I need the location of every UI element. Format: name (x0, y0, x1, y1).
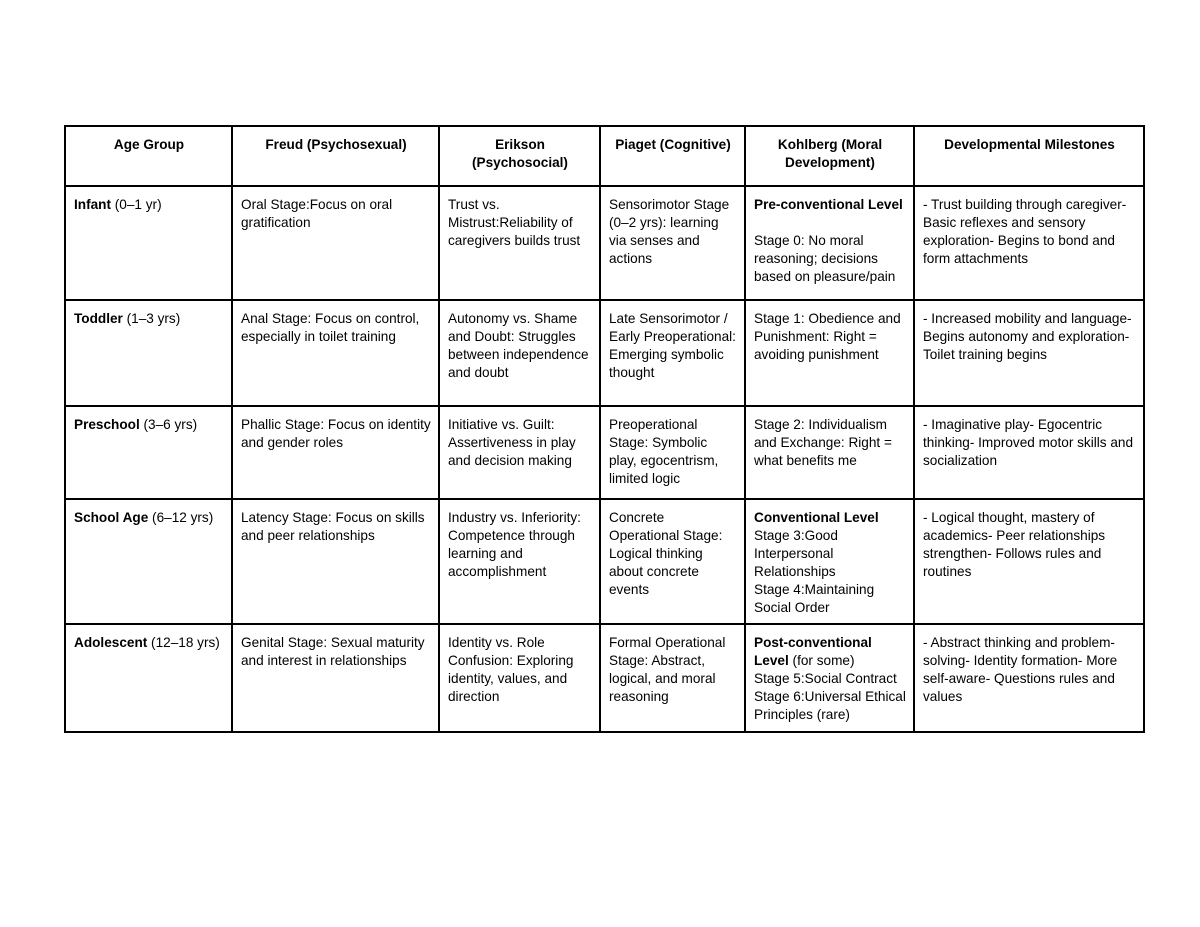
kohlberg-spacer (754, 214, 906, 232)
milestones-cell: - Trust building through caregiver- Basic reflexes and sensory exploration- Begins to bond and form attachments (914, 186, 1144, 300)
kohlberg-stage: Stage 5:Social Contract (754, 671, 897, 686)
kohlberg-level-note: (for some) (788, 653, 855, 668)
kohlberg-cell (745, 624, 914, 732)
age-group-cell (65, 186, 232, 300)
table-row (65, 186, 1144, 300)
kohlberg-stage: Stage 4:Maintaining Social Order (754, 582, 875, 615)
development-theories-table (64, 125, 1145, 733)
age-group-range: (1–3 yrs) (122, 311, 181, 326)
kohlberg-stage: Stage 6:Universal Ethical Principles (rare) (754, 689, 906, 722)
piaget-cell: Sensorimotor Stage (0–2 yrs): learning via senses and actions (600, 186, 745, 300)
age-group-name: School Age (74, 510, 149, 525)
age-group-name: Preschool (74, 417, 140, 432)
erikson-cell: Industry vs. Inferiority: Competence through learning and accomplishment (439, 499, 600, 624)
header-row (65, 126, 1144, 186)
kohlberg-cell (745, 499, 914, 624)
header-age-group: Age Group (65, 126, 232, 186)
kohlberg-level-line (754, 634, 906, 670)
kohlberg-cell: Stage 2: Individualism and Exchange: Right = what benefits me (745, 406, 914, 499)
freud-cell: Phallic Stage: Focus on identity and gender roles (232, 406, 439, 499)
kohlberg-stage: Stage 0: No moral reasoning; decisions based on pleasure/pain (754, 233, 896, 284)
table-header (65, 126, 1144, 186)
age-group-name: Infant (74, 197, 111, 212)
freud-cell: Oral Stage:Focus on oral gratification (232, 186, 439, 300)
table-row (65, 499, 1144, 624)
header-kohlberg: Kohlberg (Moral Development) (745, 126, 914, 186)
erikson-cell: Initiative vs. Guilt: Assertiveness in play and decision making (439, 406, 600, 499)
age-group-cell (65, 406, 232, 499)
milestones-cell: - Imaginative play- Egocentric thinking- Improved motor skills and socialization (914, 406, 1144, 499)
milestones-cell: - Abstract thinking and problem-solving- Identity formation- More self-aware- Questions rules and values (914, 624, 1144, 732)
milestones-cell: - Logical thought, mastery of academics- Peer relationships strengthen- Follows rules and routines (914, 499, 1144, 624)
erikson-cell: Identity vs. Role Confusion: Exploring identity, values, and direction (439, 624, 600, 732)
header-piaget: Piaget (Cognitive) (600, 126, 745, 186)
kohlberg-stage: Stage 3:Good Interpersonal Relationships (754, 528, 838, 579)
table-row (65, 624, 1144, 732)
freud-cell: Anal Stage: Focus on control, especially in toilet training (232, 300, 439, 406)
piaget-cell: Late Sensorimotor / Early Preoperational: Emerging symbolic thought (600, 300, 745, 406)
erikson-cell: Autonomy vs. Shame and Doubt: Struggles between independence and doubt (439, 300, 600, 406)
header-erikson (439, 126, 600, 186)
kohlberg-level: Conventional Level (754, 510, 879, 525)
age-group-cell (65, 300, 232, 406)
erikson-cell: Trust vs. Mistrust:Reliability of caregivers builds trust (439, 186, 600, 300)
kohlberg-level: Post-conventional Level (754, 635, 872, 668)
freud-cell: Latency Stage: Focus on skills and peer relationships (232, 499, 439, 624)
header-milestones: Developmental Milestones (914, 126, 1144, 186)
age-group-range: (0–1 yr) (111, 197, 162, 212)
table-body (65, 186, 1144, 732)
kohlberg-cell: Stage 1: Obedience and Punishment: Right = avoiding punishment (745, 300, 914, 406)
header-erikson-sub: (Psychosocial) (472, 155, 568, 170)
age-group-cell (65, 624, 232, 732)
piaget-cell: Preoperational Stage: Symbolic play, egocentrism, limited logic (600, 406, 745, 499)
age-group-cell (65, 499, 232, 624)
piaget-cell: Formal Operational Stage: Abstract, logical, and moral reasoning (600, 624, 745, 732)
age-group-range: (3–6 yrs) (139, 417, 198, 432)
age-group-name: Adolescent (74, 635, 148, 650)
milestones-cell: - Increased mobility and language- Begins autonomy and exploration- Toilet training begins (914, 300, 1144, 406)
header-freud: Freud (Psychosexual) (232, 126, 439, 186)
freud-cell: Genital Stage: Sexual maturity and interest in relationships (232, 624, 439, 732)
kohlberg-level: Pre-conventional Level (754, 197, 903, 212)
piaget-cell: Concrete Operational Stage: Logical thinking about concrete events (600, 499, 745, 624)
table-row (65, 300, 1144, 406)
age-group-range: (6–12 yrs) (148, 510, 214, 525)
table-row (65, 406, 1144, 499)
header-erikson-name: Erikson (495, 137, 545, 152)
age-group-name: Toddler (74, 311, 123, 326)
kohlberg-cell (745, 186, 914, 300)
age-group-range: (12–18 yrs) (147, 635, 220, 650)
